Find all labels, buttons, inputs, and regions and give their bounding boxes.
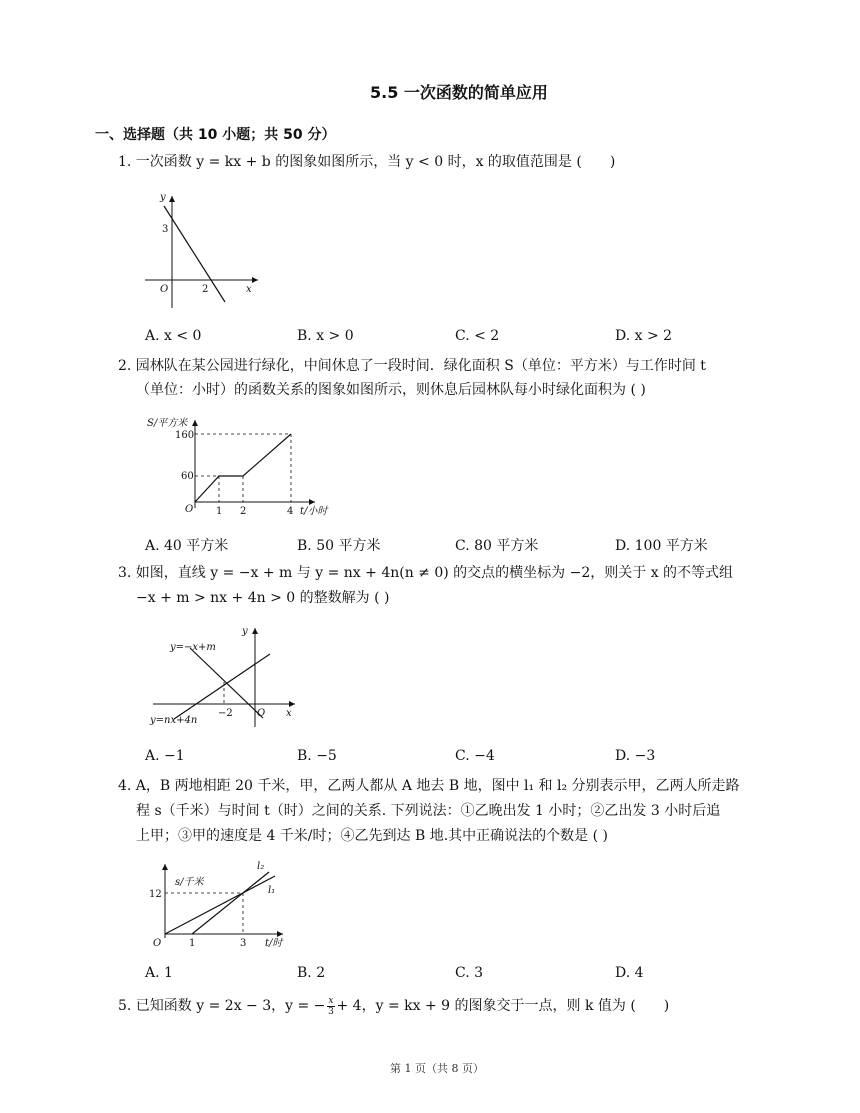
line-a-label: y=−x+m	[170, 642, 216, 653]
question-3-text-line2: −x + m > nx + 4n > 0 的整数解为 ( )	[136, 590, 390, 606]
y-tick-160: 160	[175, 430, 195, 441]
question-4-option-b[interactable]: B. 2	[297, 965, 326, 981]
question-4-option-c[interactable]: C. 3	[455, 965, 484, 981]
page-footer: 第 1 页（共 8 页）	[390, 1062, 484, 1075]
question-2-option-a[interactable]: A. 40 平方米	[145, 538, 229, 554]
question-2-option-d[interactable]: D. 100 平方米	[615, 538, 708, 554]
question-3-figure	[150, 622, 300, 732]
y-axis-label: s/千米	[175, 877, 204, 888]
x-tick-1: 1	[216, 506, 223, 517]
section-header: 一、选择题（共 10 小题；共 50 分）	[95, 127, 336, 143]
origin-label: O	[153, 938, 162, 949]
x-tick-1: 1	[189, 938, 196, 949]
question-2-text-line1: 2. 园林队在某公园进行绿化，中间休息了一段时间．绿化面积 S（单位：平方米）与工作时间 t	[118, 358, 706, 374]
question-3-option-c[interactable]: C. −4	[455, 748, 495, 764]
question-1-option-a[interactable]: A. x < 0	[145, 328, 202, 344]
x-tick-2: 2	[240, 506, 247, 517]
question-4-text-line3: 上甲；③甲的速度是 4 千米/时；④乙先到达 B 地.其中正确说法的个数是 ( )	[136, 828, 608, 844]
origin-label: O	[185, 504, 194, 515]
x-axis-label: t/小时	[300, 506, 328, 517]
y-tick-label: 3	[162, 224, 169, 235]
question-2-figure	[145, 412, 345, 522]
page-title: 5.5 一次函数的简单应用	[370, 83, 548, 102]
question-1-text: 1. 一次函数 y = kx + b 的图象如图所示，当 y < 0 时，x 的取值范围是 ( )	[118, 154, 616, 170]
y-axis-label: y	[160, 192, 166, 203]
fraction-denominator: 3	[328, 1007, 334, 1017]
origin-label: O	[257, 708, 266, 719]
question-5-fraction	[327, 996, 334, 1017]
question-3-text-line1: 3. 如图，直线 y = −x + m 与 y = nx + 4n(n ≠ 0) 的交点的横坐标为 −2，则关于 x 的不等式组	[118, 565, 734, 581]
y-axis-label: y	[242, 626, 248, 637]
question-2-option-c[interactable]: C. 80 平方米	[455, 538, 539, 554]
y-tick-12: 12	[149, 889, 162, 900]
line-b-label: y=nx+4n	[150, 715, 198, 726]
graph-line	[164, 206, 225, 302]
question-4-figure	[145, 858, 295, 953]
question-2-text-line2: （单位：小时）的函数关系的图象如图所示，则休息后园林队每小时绿化面积为 ( )	[136, 382, 646, 398]
x-axis-label: t/时	[265, 938, 283, 949]
question-4-option-a[interactable]: A. 1	[145, 965, 173, 981]
x-tick-label: −2	[218, 708, 233, 719]
x-axis-label: x	[286, 708, 292, 719]
graph-line	[195, 434, 291, 502]
question-3-option-b[interactable]: B. −5	[297, 748, 337, 764]
x-tick-3: 3	[240, 938, 247, 949]
question-5-text	[118, 995, 669, 1016]
question-1-figure	[140, 190, 265, 315]
x-tick-4: 4	[287, 506, 294, 517]
fraction-numerator: x	[328, 996, 334, 1006]
question-4-option-d[interactable]: D. 4	[615, 965, 644, 981]
x-tick-label: 2	[202, 284, 209, 295]
question-1-option-b[interactable]: B. x > 0	[297, 328, 354, 344]
question-1-option-d[interactable]: D. x > 2	[615, 328, 673, 344]
question-2-option-b[interactable]: B. 50 平方米	[297, 538, 381, 554]
question-1-option-c[interactable]: C. < 2	[455, 328, 500, 344]
question-4-text-line1: 4. A，B 两地相距 20 千米，甲，乙两人都从 A 地去 B 地，图中 l₁ 和 l₂ 分别表示甲，乙两人所走路	[118, 778, 740, 794]
line-l2	[192, 872, 269, 934]
origin-label: O	[160, 284, 169, 295]
question-3-option-a[interactable]: A. −1	[145, 748, 185, 764]
question-3-option-d[interactable]: D. −3	[615, 748, 656, 764]
question-5-text-part2: + 4，y = kx + 9 的图象交于一点，则 k 值为 ( )	[336, 997, 670, 1014]
y-tick-60: 60	[181, 471, 194, 482]
y-axis-label: S/平方米	[147, 418, 188, 429]
l2-label: l₂	[257, 861, 265, 872]
l1-label: l₁	[268, 885, 276, 896]
question-5-text-part1: 5. 已知函数 y = 2x − 3，y = −	[118, 997, 326, 1014]
question-4-text-line2: 程 s（千米）与时间 t（时）之间的关系. 下列说法：①乙晚出发 1 小时；②乙出发 3 小时后追	[136, 803, 721, 819]
x-axis-label: x	[246, 284, 252, 295]
